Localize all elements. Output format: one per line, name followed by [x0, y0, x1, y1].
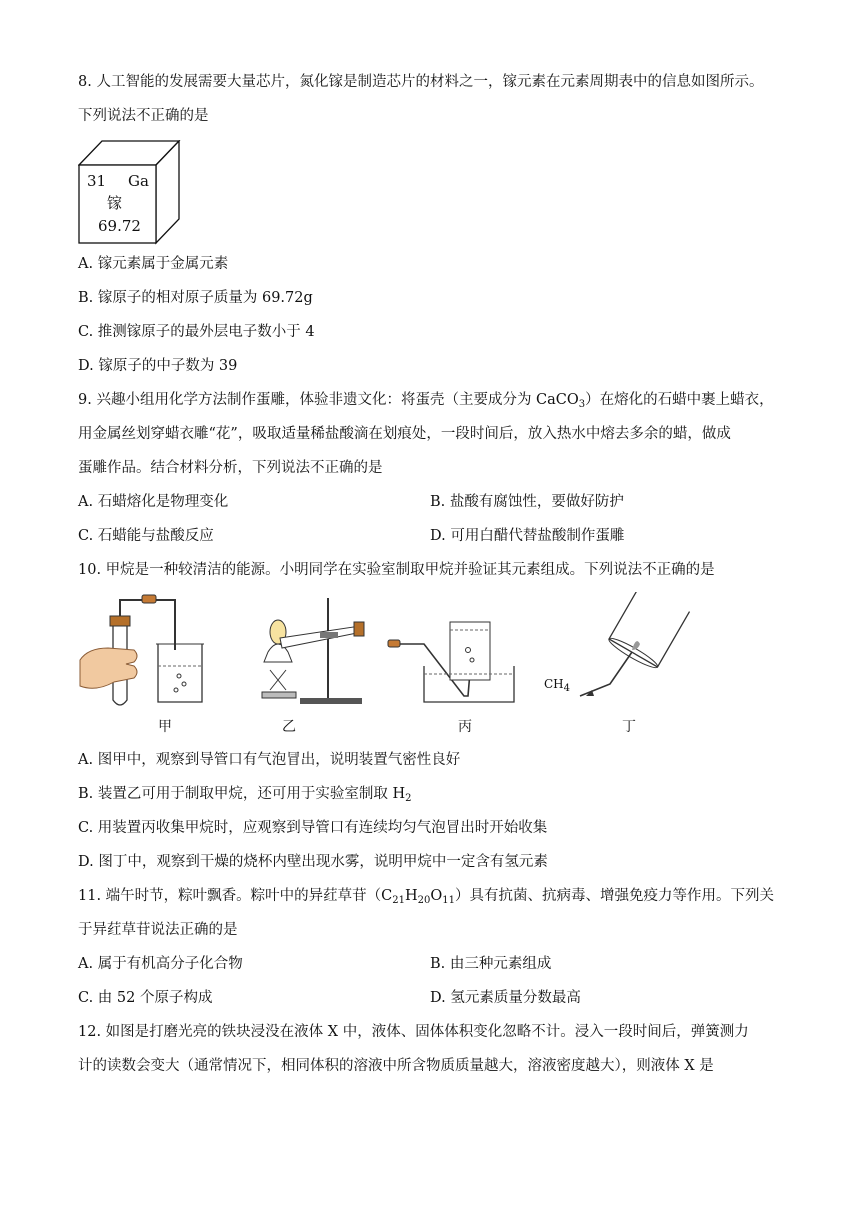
q9-option-b: B. 盐酸有腐蚀性，要做好防护: [430, 494, 624, 510]
q9-option-c: C. 石蜡能与盐酸反应: [78, 528, 214, 544]
q11-stem-line2: 于异荭草苷说法正确的是: [78, 922, 238, 938]
apparatus-bing: [384, 592, 524, 716]
q10-stem: 10. 甲烷是一种较清洁的能源。小明同学在实验室制取甲烷并验证其元素组成。下列说法不正确的是: [78, 562, 715, 578]
element-mass: 69.72: [98, 217, 141, 235]
q8-stem-line2: 下列说法不正确的是: [78, 108, 209, 124]
q8-stem-line1: 8. 人工智能的发展需要大量芯片，氮化镓是制造芯片的材料之一，镓元素在元素周期表中的信息如图所示。: [78, 74, 764, 90]
apparatus-jia: [78, 592, 228, 716]
q9-stem-line2: 用金属丝划穿蜡衣雕“花”，吸取适量稀盐酸滴在划痕处，一段时间后，放入热水中熔去多余的蜡，做成: [78, 426, 731, 442]
caption-yi: 乙: [282, 719, 296, 735]
q8-option-d: D. 镓原子的中子数为 39: [78, 358, 238, 374]
q10-option-a: A. 图甲中，观察到导管口有气泡冒出，说明装置气密性良好: [78, 752, 461, 768]
q8-option-a: A. 镓元素属于金属元素: [78, 256, 229, 272]
q10-option-d: D. 图丁中，观察到干燥的烧杯内壁出现水雾，说明甲烷中一定含有氢元素: [78, 854, 548, 870]
q9-stem-line3: 蛋雕作品。结合材料分析，下列说法不正确的是: [78, 460, 383, 476]
q12-stem-line2: 计的读数会变大（通常情况下，相同体积的溶液中所含物质质量越大，溶液密度越大），则液体 X 是: [78, 1058, 714, 1074]
q11-option-b: B. 由三种元素组成: [430, 956, 552, 972]
caption-ding: 丁: [622, 719, 636, 735]
ch4-label: $CH_4$: [544, 677, 571, 694]
element-name: 镓: [107, 194, 123, 212]
q9-stem-line1: 9. 兴趣小组用化学方法制作蛋雕，体验非遗文化：将蛋壳（主要成分为 CaCO$_3$）在熔化的石蜡中裹上蜡衣，: [78, 392, 774, 410]
apparatus-yi: [250, 592, 390, 716]
element-symbol: Ga: [128, 172, 149, 190]
caption-bing: 丙: [458, 719, 472, 735]
q9-option-d: D. 可用白醋代替盐酸制作蛋雕: [430, 528, 625, 544]
q10-option-c: C. 用装置丙收集甲烷时，应观察到导管口有连续均匀气泡冒出时开始收集: [78, 820, 548, 836]
q11-option-a: A. 属于有机高分子化合物: [78, 956, 243, 972]
q8-option-b: B. 镓原子的相对原子质量为 69.72g: [78, 290, 313, 306]
q11-stem-line1: 11. 端午时节，粽叶飘香。粽叶中的异荭草苷$(C_{21}H_{20}O_{11})$具有抗菌、抗病毒、增强免疫力等作用。下列关: [78, 888, 775, 906]
element-tile-figure: [78, 140, 188, 249]
q11-option-d: D. 氢元素质量分数最高: [430, 990, 581, 1006]
q11-option-c: C. 由 52 个原子构成: [78, 990, 213, 1006]
q12-stem-line1: 12. 如图是打磨光亮的铁块浸没在液体 X 中，液体、固体体积变化忽略不计。浸入一段时间后，弹簧测力: [78, 1024, 749, 1040]
q8-option-c: C. 推测镓原子的最外层电子数小于 4: [78, 324, 315, 340]
q9-option-a: A. 石蜡熔化是物理变化: [78, 494, 229, 510]
q10-option-b: B. 装置乙可用于制取甲烷，还可用于实验室制取 $H_2$: [78, 786, 412, 804]
caption-jia: 甲: [158, 719, 172, 735]
element-number: 31: [87, 172, 107, 190]
